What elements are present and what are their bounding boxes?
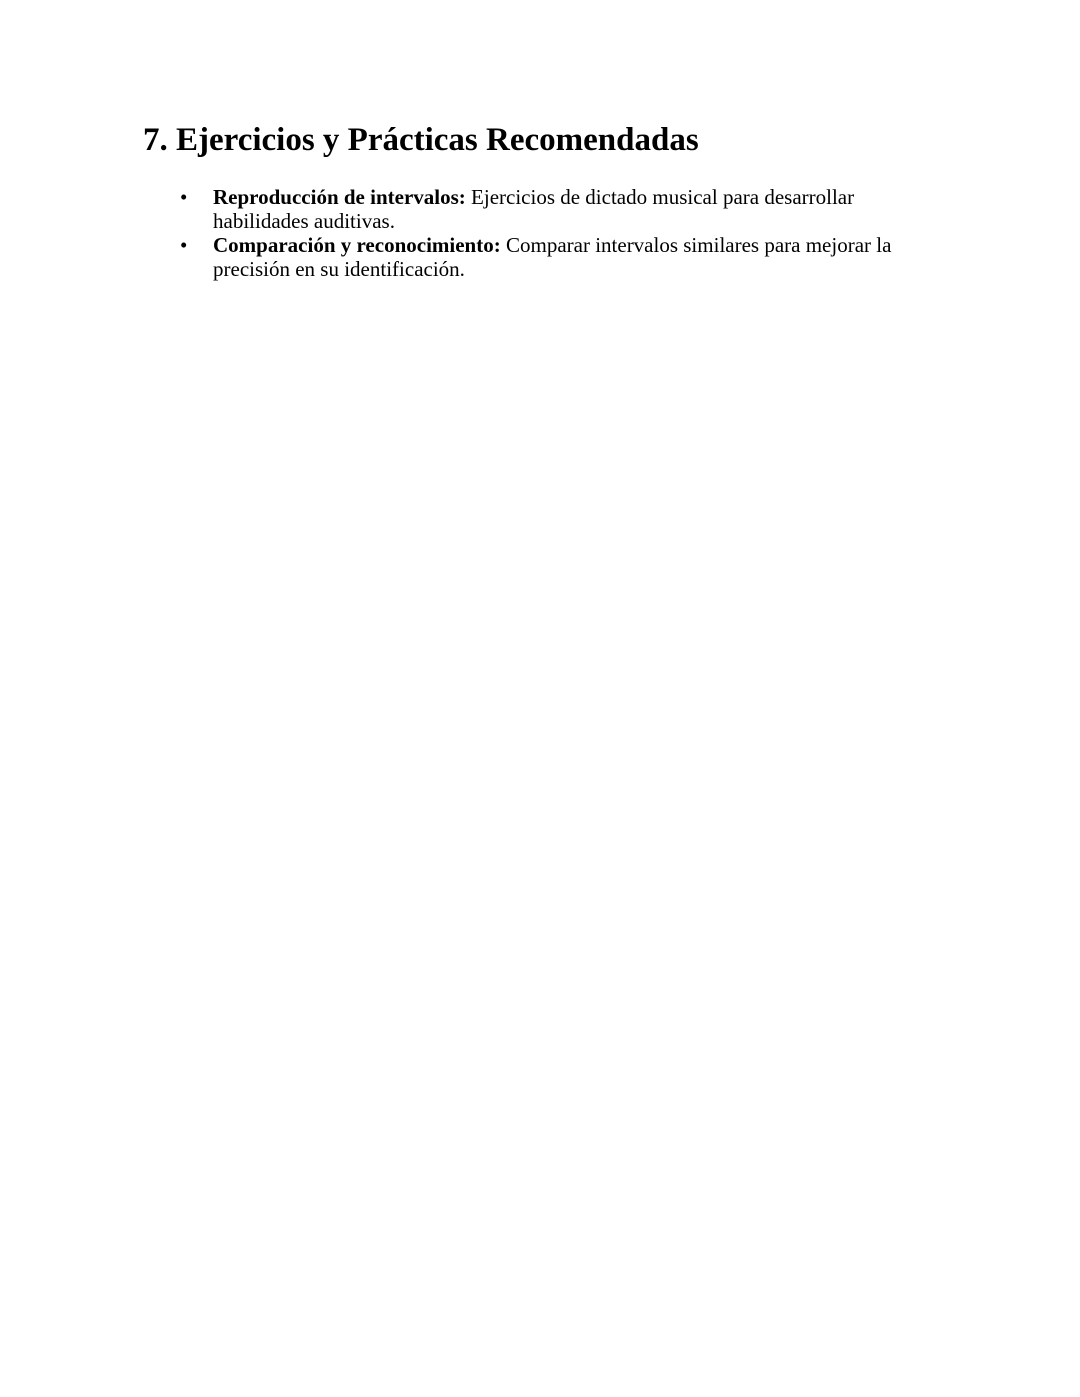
bullet-icon: • — [180, 184, 188, 209]
list-item-lead: Comparación y reconocimiento: — [213, 232, 501, 257]
bullet-icon: • — [180, 232, 188, 257]
list-item-lead: Reproducción de intervalos: — [213, 184, 466, 209]
section-heading: 7. Ejercicios y Prácticas Recomendadas — [143, 122, 699, 158]
list-item-text: Ejercicios de dictado musical para desarrollar habilidades auditivas. — [213, 184, 855, 233]
list-item — [144, 233, 934, 281]
list-item — [144, 185, 934, 233]
list-item-text: Comparar intervalos similares para mejorar la precisión en su identificación. — [213, 232, 892, 281]
bullet-list — [144, 185, 934, 281]
